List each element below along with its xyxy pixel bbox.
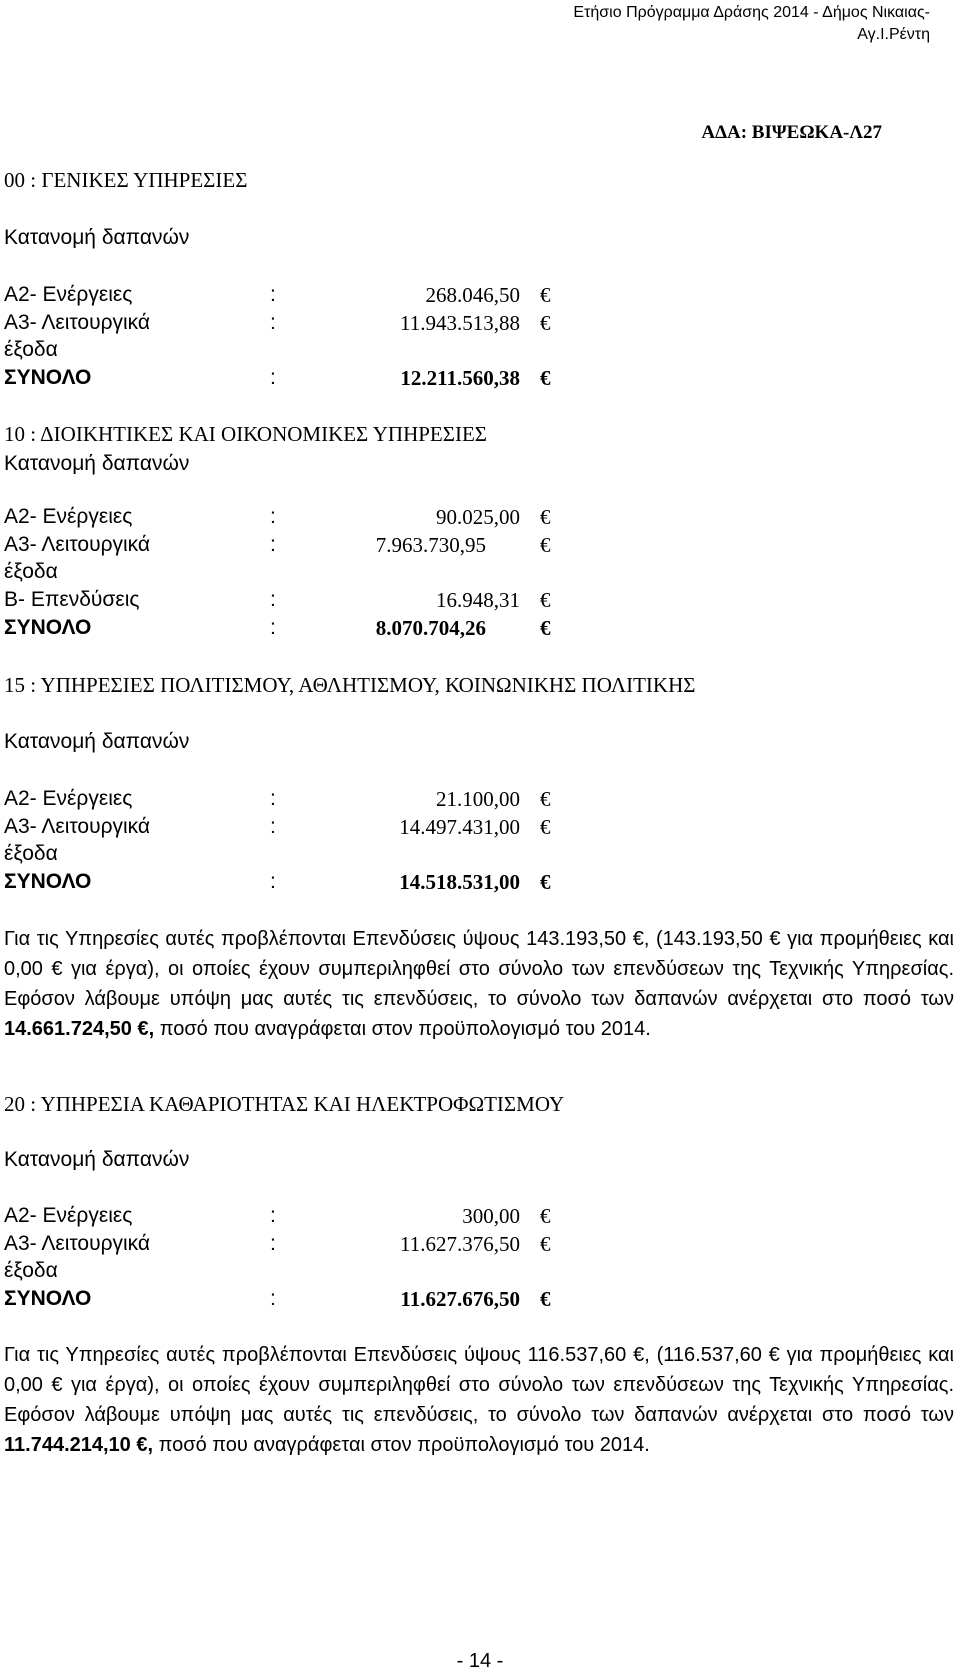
row-label: έξοδα [4,842,58,865]
row-label: ΣΥΝΟΛΟ [4,870,92,893]
euro-icon: € [540,283,551,307]
euro-icon: € [540,616,551,640]
para-text-3: ποσό που αναγράφεται στον προϋπολογισμό του 2014. [153,1434,650,1456]
s15-row-leitourgika [4,815,564,843]
row-amount: 21.100,00 [436,787,520,811]
para-text-3: ποσό που αναγράφεται στον προϋπολογισμό του 2014. [154,1018,651,1040]
s15-investment-paragraph [4,924,954,1044]
s00-row-exoda [4,338,564,366]
row-colon: : [270,505,276,528]
para-bold-total: 14.661.724,50 €, [4,1018,155,1040]
para-bold-total: 11.744.214,10 €, [4,1434,154,1456]
row-colon: : [270,283,276,306]
s15-row-total [4,870,564,898]
s15-row-exoda [4,842,564,870]
header-line-2: Αγ.Ι.Ρέντη [857,26,930,43]
row-amount: 14.497.431,00 [399,815,520,839]
euro-icon: € [540,366,551,390]
s00-row-energeies [4,283,564,311]
row-amount: 90.025,00 [436,505,520,529]
page-number: - 14 - [456,1650,504,1672]
s00-row-leitourgika [4,311,564,339]
euro-icon: € [540,1232,551,1256]
para-text-1: Για τις Υπηρεσίες αυτές προβλέπονται Επενδύσεις ύψους 116.537,60 €, (116.537,60 € για προμήθειες και 0,00 € για έργα), οι οποίες έχουν συμπεριληφθεί στο σύνολο των επενδύσεων της Τεχνικής Υπηρεσίας. [4,1344,954,1396]
s20-investment-paragraph [4,1340,954,1460]
s10-row-exoda [4,560,564,588]
row-label: ΣΥΝΟΛΟ [4,616,92,639]
row-colon: : [270,1204,276,1227]
euro-icon: € [540,533,551,557]
row-label: Α3- Λειτουργικά [4,815,151,838]
row-amount: 11.627.676,50 [400,1287,520,1311]
row-amount: 12.211.560,38 [400,366,520,390]
row-label: έξοδα [4,560,58,583]
s00-row-total [4,366,564,394]
euro-icon: € [540,1287,551,1311]
row-amount: 11.627.376,50 [400,1232,520,1256]
row-amount: 7.963.730,95 [375,533,486,557]
ada-code: ΑΔΑ: ΒΙΨΕΩΚΑ-Λ27 [701,122,882,143]
euro-icon: € [540,505,551,529]
section-15-title: 15 : ΥΠΗΡΕΣΙΕΣ ΠΟΛΙΤΙΣΜΟΥ, ΑΘΛΗΤΙΣΜΟΥ, ΚΟΙΝΩΝΙΚΗΣ ΠΟΛΙΤΙΚΗΣ [4,673,696,697]
row-label: έξοδα [4,1259,58,1282]
section-00-subtitle: Κατανομή δαπανών [4,226,190,249]
euro-icon: € [540,588,551,612]
s10-row-leitourgika [4,533,564,561]
para-text-1: Για τις Υπηρεσίες αυτές προβλέπονται Επενδύσεις ύψους 143.193,50 €, (143.193,50 € για προμήθειες και 0,00 € για έργα), οι οποίες έχουν συμπεριληφθεί στο σύνολο των επενδύσεων της Τεχνικής Υπηρεσίας. [4,928,954,980]
row-amount: 268.046,50 [425,283,520,307]
row-colon: : [270,366,276,389]
row-colon: : [270,311,276,334]
s20-row-exoda [4,1259,564,1287]
row-label: Α3- Λειτουργικά [4,311,151,334]
s15-row-energeies [4,787,564,815]
row-label: Α2- Ενέργειες [4,505,133,528]
euro-icon: € [540,870,551,894]
row-amount: 11.943.513,88 [400,311,520,335]
row-amount: 300,00 [462,1204,520,1228]
section-00-title: 00 : ΓΕΝΙΚΕΣ ΥΠΗΡΕΣΙΕΣ [4,168,248,192]
row-amount: 16.948,31 [436,588,520,612]
euro-icon: € [540,311,551,335]
section-10-subtitle: Κατανομή δαπανών [4,452,190,475]
row-label: Α3- Λειτουργικά [4,533,151,556]
row-amount: 14.518.531,00 [399,870,520,894]
document-header [573,2,930,46]
row-colon: : [270,533,276,556]
s20-row-total [4,1287,564,1315]
section-10-title: 10 : ΔΙΟΙΚΗΤΙΚΕΣ ΚΑΙ ΟΙΚΟΝΟΜΙΚΕΣ ΥΠΗΡΕΣΙΕΣ [4,422,488,446]
euro-icon: € [540,787,551,811]
row-label: Α2- Ενέργειες [4,787,133,810]
euro-icon: € [540,815,551,839]
s10-row-ependyseis [4,588,564,616]
row-label: Α3- Λειτουργικά [4,1232,151,1255]
row-colon: : [270,616,276,639]
header-line-1: Ετήσιο Πρόγραμμα Δράσης 2014 - Δήμος Νικαιας- [573,4,930,21]
s10-row-total [4,616,564,644]
para-text-2: Εφόσον λάβουμε υπόψη μας αυτές τις επενδύσεις, το σύνολο των δαπανών ανέρχεται στο ποσό των [4,988,954,1010]
row-colon: : [270,870,276,893]
row-label: Α2- Ενέργειες [4,1204,133,1227]
row-colon: : [270,1287,276,1310]
row-label: έξοδα [4,338,58,361]
row-label: Α2- Ενέργειες [4,283,133,306]
para-text-2: Εφόσον λάβουμε υπόψη μας αυτές τις επενδύσεις, το σύνολο των δαπανών ανέρχεται στο ποσό των [4,1404,954,1426]
row-colon: : [270,1232,276,1255]
row-amount: 8.070.704,26 [375,616,486,640]
row-colon: : [270,815,276,838]
row-colon: : [270,787,276,810]
s20-row-energeies [4,1204,564,1232]
section-15-subtitle: Κατανομή δαπανών [4,730,190,753]
s20-row-leitourgika [4,1232,564,1260]
euro-icon: € [540,1204,551,1228]
s10-row-energeies [4,505,564,533]
section-20-subtitle: Κατανομή δαπανών [4,1148,190,1171]
row-colon: : [270,588,276,611]
row-label: ΣΥΝΟΛΟ [4,1287,92,1310]
row-label: ΣΥΝΟΛΟ [4,366,92,389]
section-20-title: 20 : ΥΠΗΡΕΣΙΑ ΚΑΘΑΡΙΟΤΗΤΑΣ ΚΑΙ ΗΛΕΚΤΡΟΦΩΤΙΣΜΟΥ [4,1092,565,1116]
row-label: Β- Επενδύσεις [4,588,140,611]
